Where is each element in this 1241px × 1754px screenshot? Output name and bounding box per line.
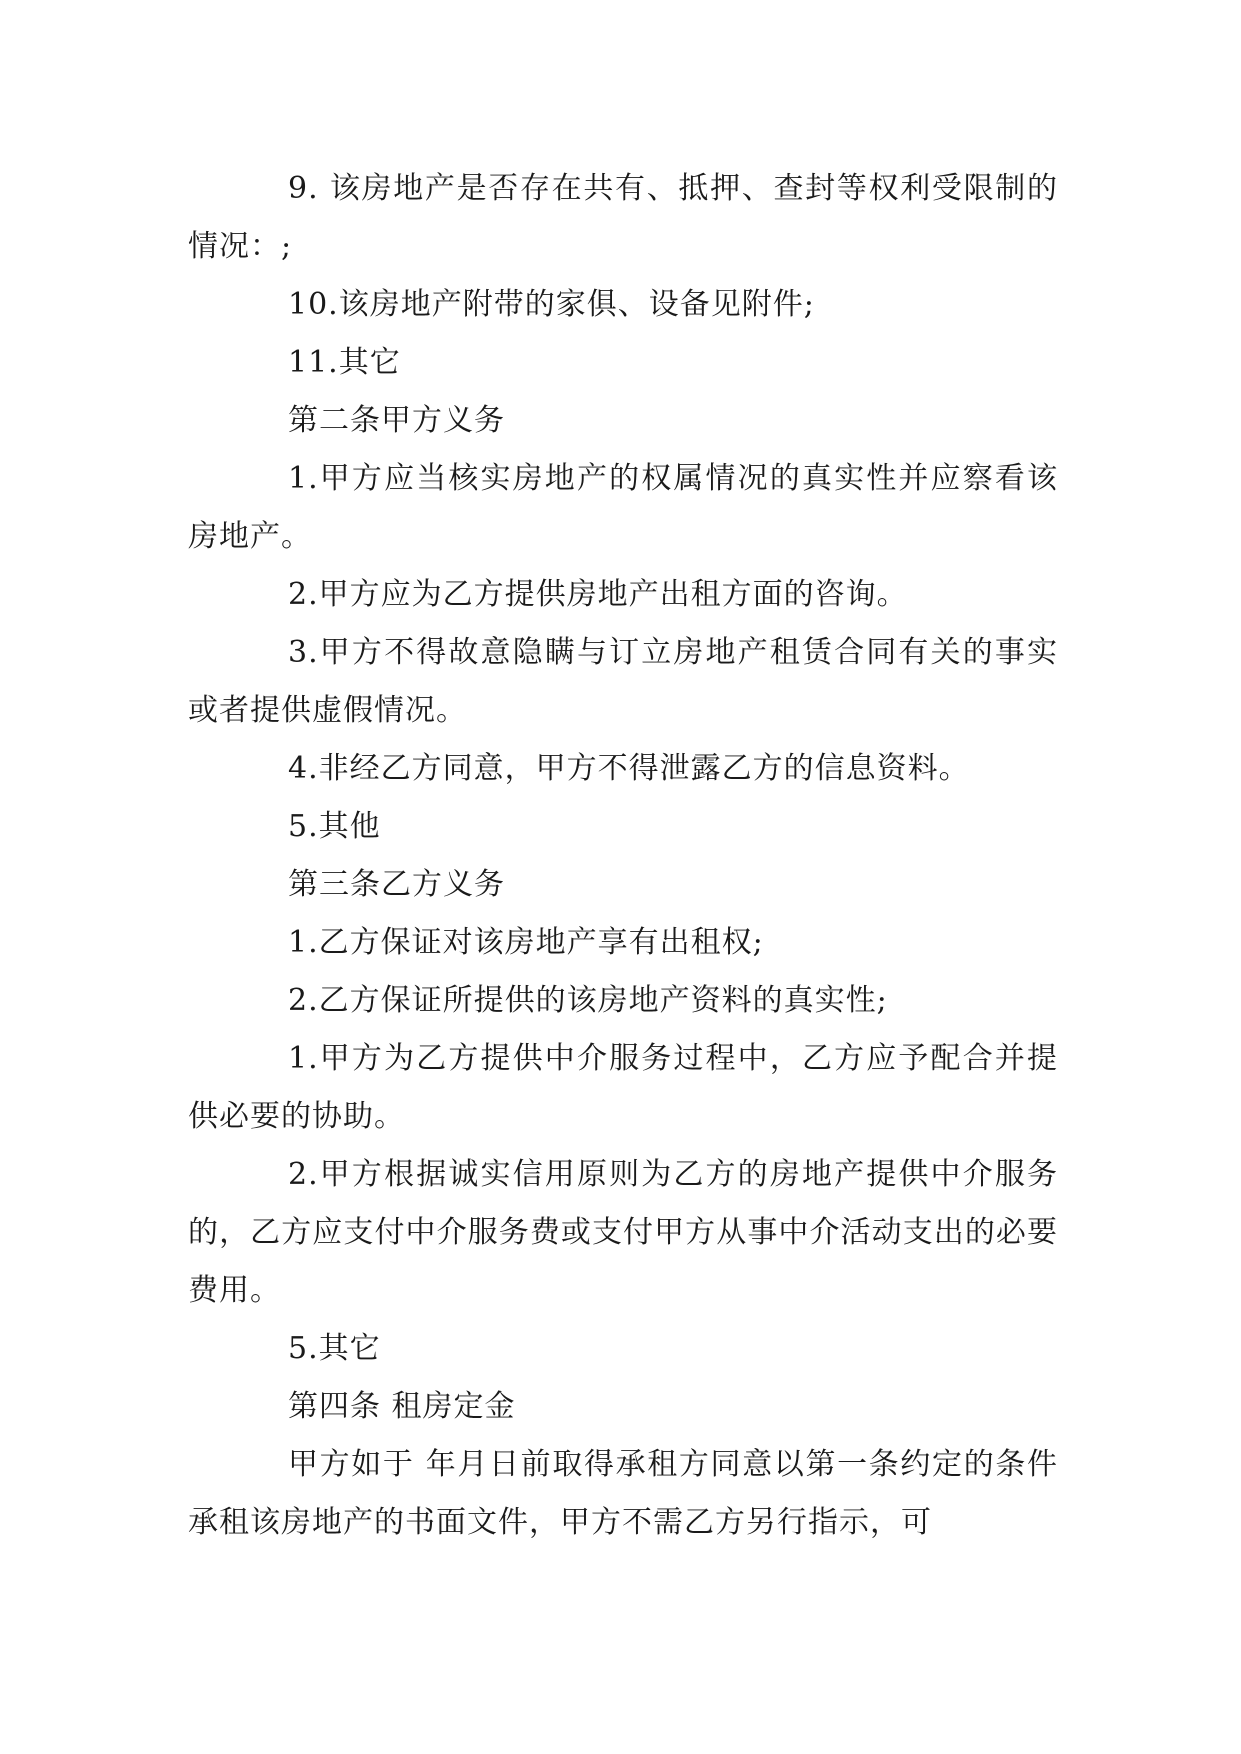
paragraph-article-3-item-1: 1.乙方保证对该房地产享有出租权;: [288, 925, 764, 960]
paragraph-article-2-item-1: 1.甲方应当核实房地产的权属情况的真实性并应察看该房地产。: [188, 461, 1058, 554]
section-heading-article-4: 第四条 租房定金: [288, 1389, 516, 1424]
paragraph-item-9: 9. 该房地产是否存在共有、抵押、查封等权利受限制的情况：;: [188, 171, 1058, 264]
document-body: [188, 160, 1058, 1552]
section-heading-article-3: 第三条乙方义务: [288, 867, 505, 902]
section-heading-article-2: 第二条甲方义务: [288, 403, 505, 438]
paragraph-item-11: 11.其它: [288, 345, 401, 380]
paragraph-article-2-item-2: 2.甲方应为乙方提供房地产出租方面的咨询。: [288, 577, 908, 612]
paragraph-item-10: 10.该房地产附带的家俱、设备见附件;: [288, 287, 815, 322]
paragraph-article-2-item-4: 4.非经乙方同意，甲方不得泄露乙方的信息资料。: [288, 751, 970, 786]
paragraph-article-3-item-1b: 1.甲方为乙方提供中介服务过程中，乙方应予配合并提供必要的协助。: [188, 1041, 1058, 1134]
paragraph-article-2-item-3: 3.甲方不得故意隐瞒与订立房地产租赁合同有关的事实或者提供虚假情况。: [188, 635, 1058, 728]
paragraph-article-4-body: 甲方如于 年月日前取得承租方同意以第一条约定的条件承租该房地产的书面文件，甲方不需乙方另行指示，可: [188, 1447, 1058, 1540]
paragraph-article-3-item-2b: 2.甲方根据诚实信用原则为乙方的房地产提供中介服务的，乙方应支付中介服务费或支付甲方从事中介活动支出的必要费用。: [188, 1157, 1058, 1308]
paragraph-article-2-item-5: 5.其他: [288, 809, 381, 844]
paragraph-article-3-item-5: 5.其它: [288, 1331, 381, 1366]
paragraph-article-3-item-2: 2.乙方保证所提供的该房地产资料的真实性;: [288, 983, 888, 1018]
